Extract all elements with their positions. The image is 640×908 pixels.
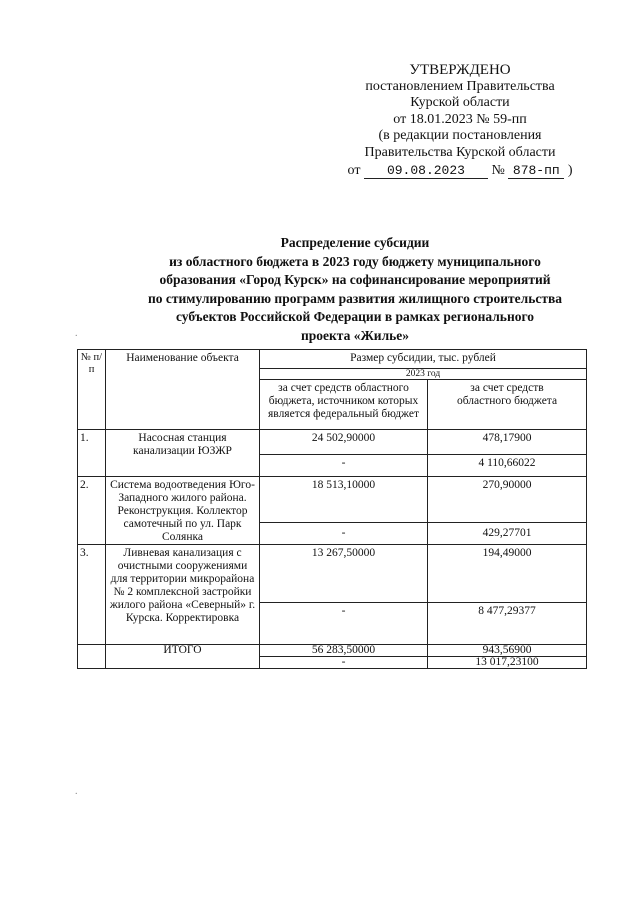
header-amount: Размер субсидии, тыс. рублей	[260, 350, 587, 369]
close-paren: )	[567, 163, 573, 178]
federal-amount: 13 267,50000	[260, 545, 428, 603]
regional-amount: 478,17900	[428, 430, 587, 455]
approval-heading: УТВЕРЖДЕНО	[409, 62, 511, 78]
approval-line: постановлением Правительства	[365, 78, 555, 94]
approval-line: Курской области	[410, 95, 510, 110]
total-federal: 56 283,50000	[260, 645, 428, 657]
object-name: Система водоотведения Юго-Западного жилого района. Реконструкция. Коллектор самотечный по ул. Парк Солянка	[106, 477, 260, 545]
header-num: № п/п	[78, 350, 106, 430]
total-regional: 13 017,23100	[428, 657, 587, 669]
total-federal: -	[260, 657, 428, 669]
regional-amount: 194,49000	[428, 545, 587, 603]
amendment-date: 09.08.2023	[364, 164, 488, 179]
title-line: образования «Город Курск» на софинансирование мероприятий	[159, 272, 551, 287]
date-prefix: от	[347, 163, 361, 178]
regional-amount: 4 110,66022	[428, 455, 587, 477]
row-number: 2.	[78, 477, 106, 545]
federal-amount: -	[260, 523, 428, 545]
header-regional: за счет средств областного бюджета	[428, 380, 587, 430]
amendment-date-line	[330, 163, 590, 180]
title-line: по стимулированию программ развития жилищного строительства	[147, 290, 563, 306]
header-year: 2023 год	[260, 369, 587, 380]
approval-stamp	[330, 62, 590, 180]
header-name: Наименование объекта	[106, 350, 260, 430]
title-line: Распределение субсидии	[280, 235, 430, 250]
title-line: субъектов Российской Федерации в рамках регионального	[175, 309, 535, 324]
document-title	[90, 234, 620, 345]
total-label: ИТОГО	[106, 645, 260, 669]
federal-amount: -	[260, 603, 428, 645]
federal-amount: 18 513,10000	[260, 477, 428, 523]
header-federal: за счет средств областного бюджета, источником которых является федеральный бюджет	[260, 380, 428, 430]
approval-line: от 18.01.2023 № 59-пп	[393, 111, 527, 127]
object-name: Насосная станция канализации ЮЗЖР	[106, 430, 260, 477]
title-line: из областного бюджета в 2023 году бюджету муниципального	[169, 253, 541, 269]
scan-dot: .	[75, 328, 78, 339]
subsidy-table	[77, 349, 587, 669]
approval-line: Правительства Курской области	[364, 144, 556, 160]
federal-amount: -	[260, 455, 428, 477]
row-number: 3.	[78, 545, 106, 645]
total-num-cell	[78, 645, 106, 669]
amendment-number: 878-пп	[508, 164, 564, 179]
title-line: проекта «Жилье»	[300, 327, 410, 343]
approval-line: (в редакции постановления	[378, 128, 542, 143]
object-name: Ливневая канализация с очистными сооружениями для территории микрорайона № 2 комплексной застройки жилого района «Северный» г. Курска. Корректировка	[106, 545, 260, 645]
federal-amount: 24 502,90000	[260, 430, 428, 455]
number-prefix: №	[491, 163, 505, 178]
row-number: 1.	[78, 430, 106, 477]
regional-amount: 429,27701	[428, 523, 587, 545]
regional-amount: 270,90000	[428, 477, 587, 523]
total-regional: 943,56900	[428, 645, 587, 657]
regional-amount: 8 477,29377	[428, 603, 587, 645]
scan-dot: .	[75, 786, 78, 797]
